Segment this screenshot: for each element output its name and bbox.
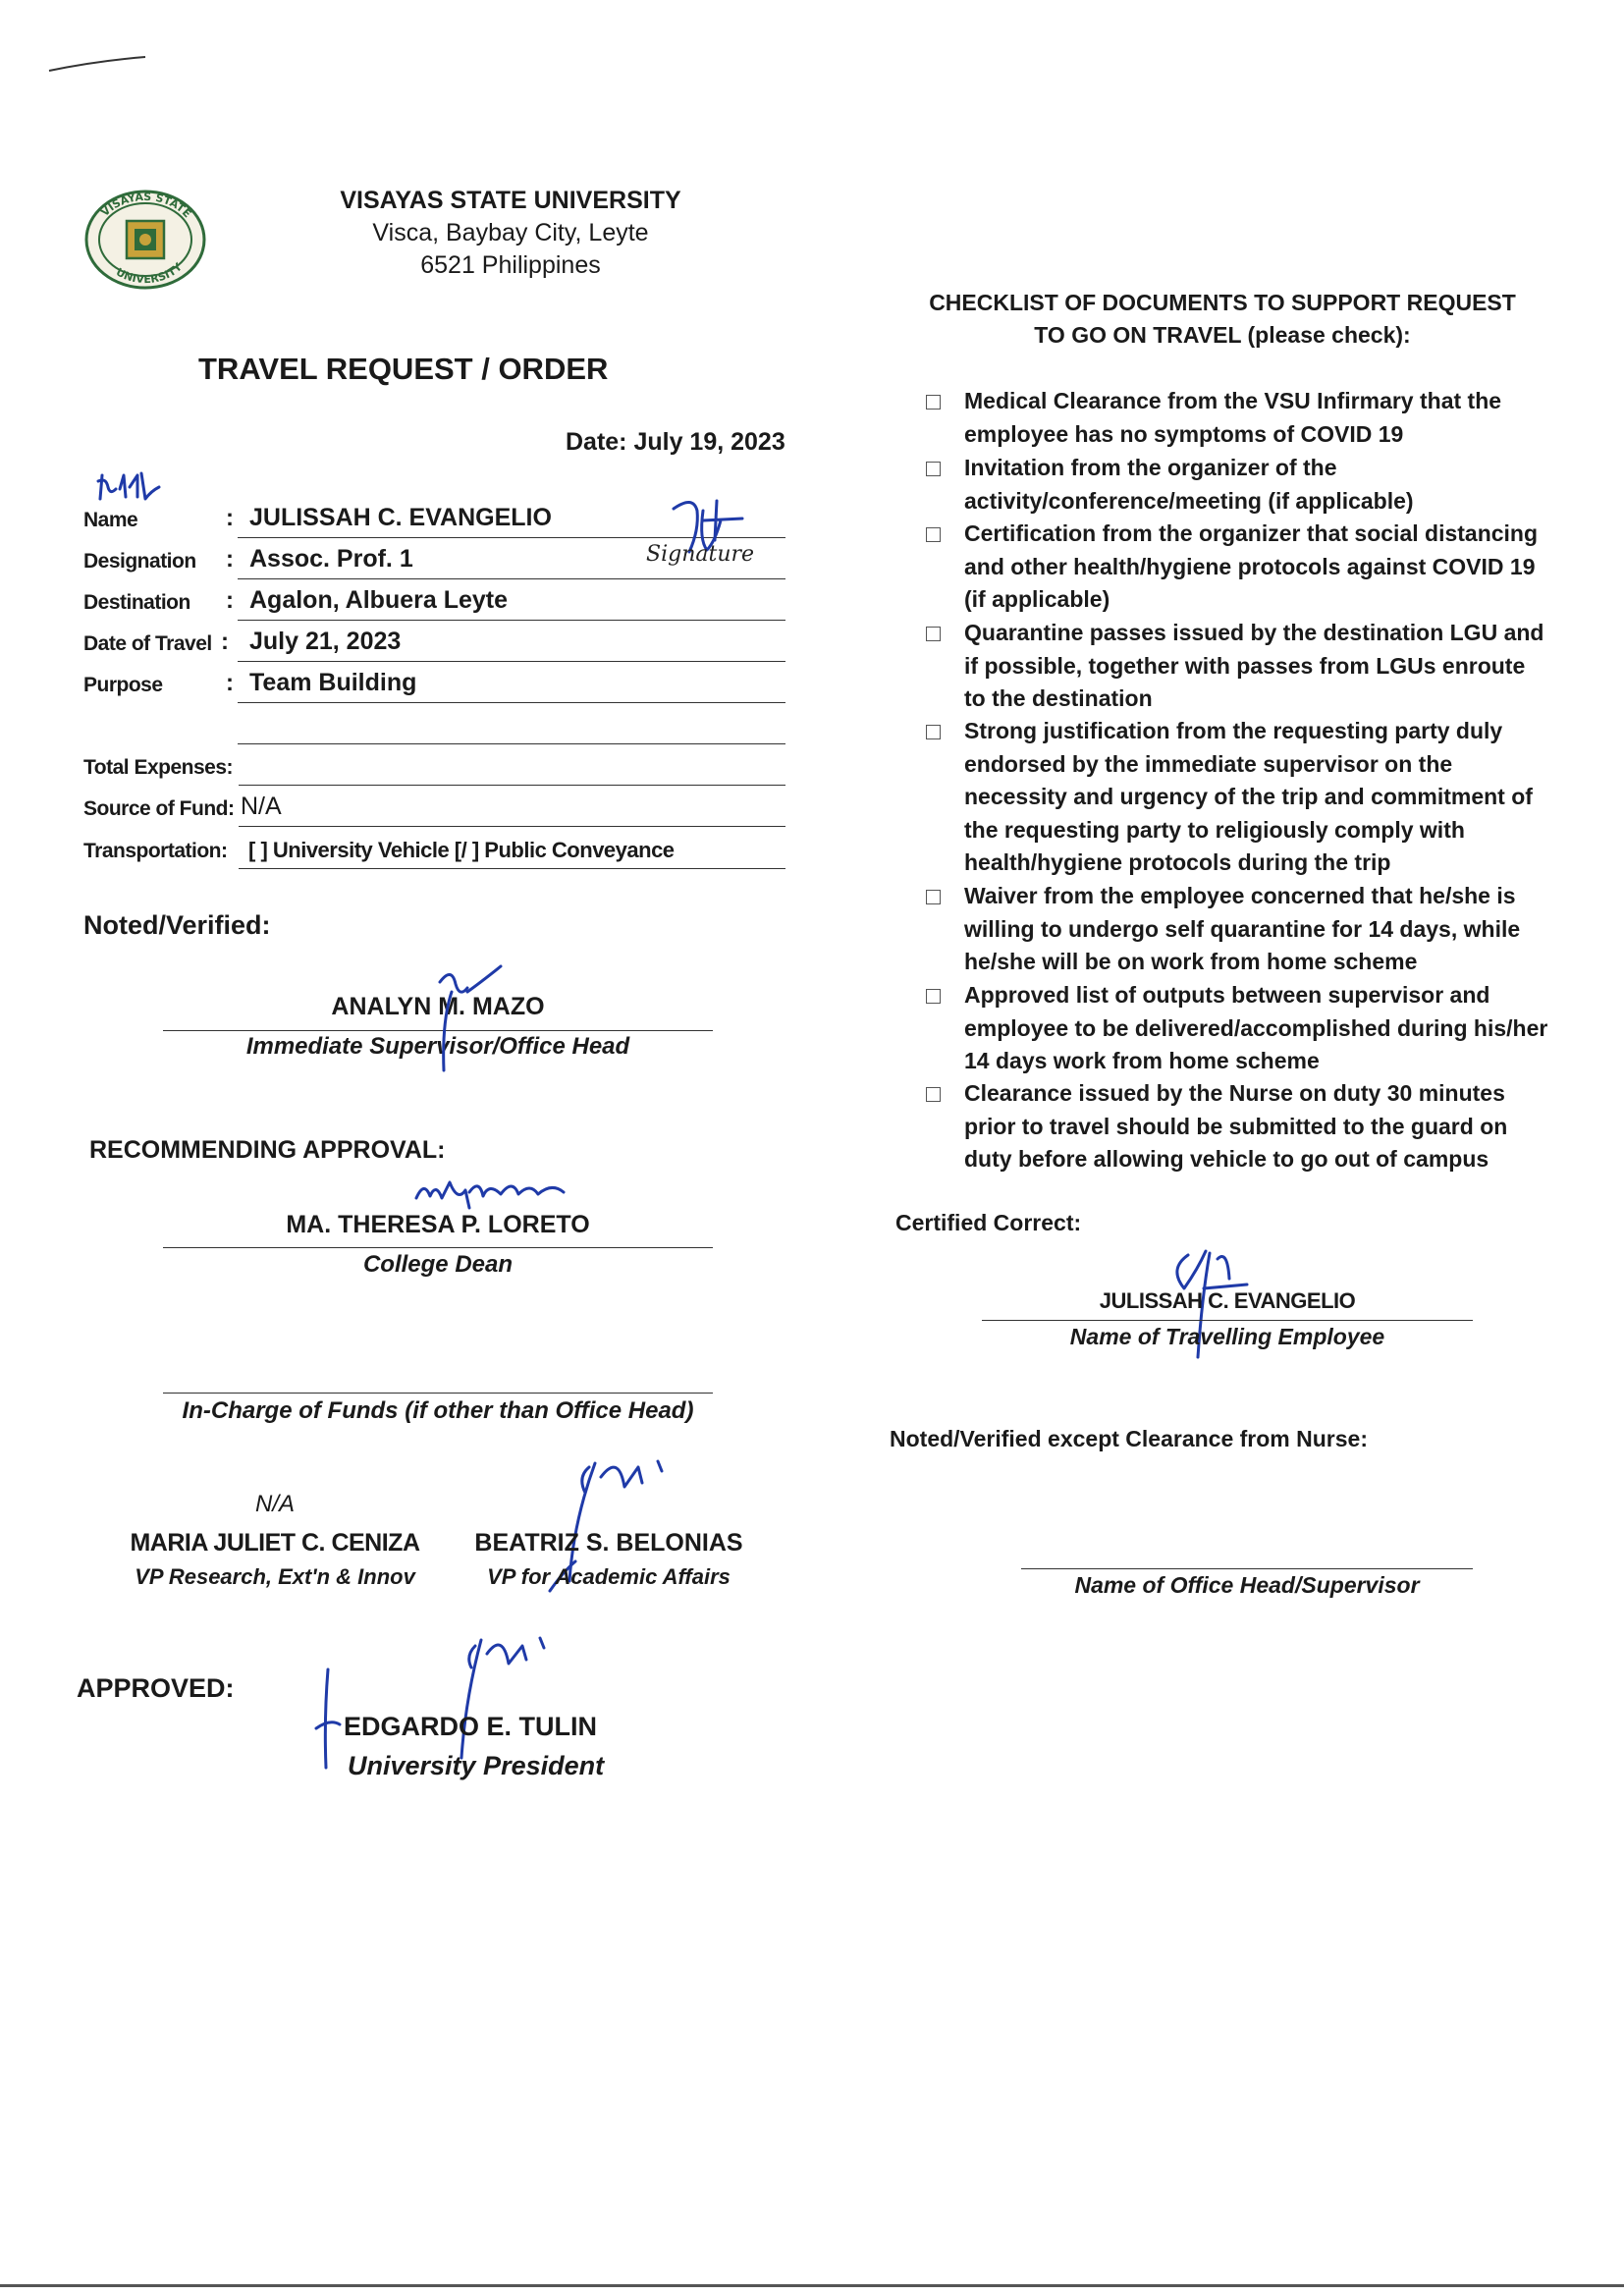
in-charge-funds-role: In-Charge of Funds (if other than Office Head): [182, 1397, 694, 1424]
checkbox[interactable]: [926, 527, 941, 542]
svg-text:VISAYAS STATE: VISAYAS STATE: [98, 190, 194, 221]
recommending-approval-label: RECOMMENDING APPROVAL:: [89, 1136, 446, 1164]
university-header: [324, 185, 697, 282]
checklist-item: Strong justification from the requesting party duly endorsed by the immediate supervisor on the necessity and urgency of the trip and commitment of the requesting party to religiously comply with health/hygiene protocols during the trip: [923, 715, 1551, 880]
transportation-value: [ ] University Vehicle [/ ] Public Conveyance: [248, 838, 675, 862]
travelling-employee-role: Name of Travelling Employee: [1069, 1324, 1385, 1349]
college-dean-name: MA. THERESA P. LORETO: [286, 1211, 590, 1238]
checkbox[interactable]: [926, 395, 941, 410]
office-head-role: Name of Office Head/Supervisor: [1074, 1572, 1420, 1598]
total-expenses-field: Total Expenses:: [83, 746, 785, 786]
vp-academic-name: BEATRIZ S. BELONIAS: [474, 1529, 743, 1557]
supervisor-signature: [432, 962, 530, 1080]
approved-label: APPROVED:: [77, 1673, 235, 1703]
president-role: University President: [348, 1751, 605, 1780]
checklist-item: Waiver from the employee concerned that he/she is willing to undergo self quarantine for 14 days, while he/she will be on work from home scheme: [923, 880, 1551, 979]
university-name: VISAYAS STATE UNIVERSITY: [340, 187, 681, 214]
purpose-value: Team Building: [249, 669, 417, 696]
travelling-employee-name: JULISSAH C. EVANGELIO: [1099, 1288, 1356, 1313]
certified-correct-label: Certified Correct:: [895, 1210, 1082, 1235]
in-charge-funds-line: [163, 1393, 713, 1394]
vp-research-name: MARIA JULIET C. CENIZA: [130, 1529, 420, 1557]
designation-value: Assoc. Prof. 1: [249, 545, 413, 573]
immediate-supervisor-name: ANALYN M. MAZO: [331, 993, 545, 1020]
checklist-title: CHECKLIST OF DOCUMENTS TO SUPPORT REQUEST TO GO ON TRAVEL (please check):: [929, 290, 1516, 348]
checkbox[interactable]: [926, 462, 941, 476]
checklist-item: Approved list of outputs between supervisor and employee to be delivered/accomplished during his/her 14 days work from home scheme: [923, 979, 1551, 1077]
scan-bottom-edge: [0, 2284, 1624, 2287]
source-of-fund-value: N/A: [241, 793, 282, 820]
travelling-employee-line: [982, 1320, 1473, 1321]
university-seal-logo: [82, 189, 208, 291]
university-address-line2: 6521 Philippines: [420, 251, 601, 279]
checklist-item: Certification from the organizer that social distancing and other health/hygiene protocols against COVID 19 (if applicable): [923, 518, 1551, 617]
checkbox[interactable]: [926, 890, 941, 904]
source-of-fund-field: Source of Fund: N/A: [83, 788, 785, 827]
university-address-line1: Visca, Baybay City, Leyte: [372, 219, 649, 246]
destination-field: Destination : Agalon, Albuera Leyte: [83, 581, 785, 621]
destination-value: Agalon, Albuera Leyte: [249, 586, 509, 614]
checklist-item: Medical Clearance from the VSU Infirmary that the employee has no symptoms of COVID 19: [923, 385, 1551, 452]
checkbox[interactable]: [926, 627, 941, 641]
purpose-field: Purpose : Team Building: [83, 664, 785, 703]
svg-text:UNIVERSITY: UNIVERSITY: [113, 260, 186, 287]
president-signature: [422, 1620, 560, 1768]
college-dean-role: College Dean: [362, 1251, 514, 1278]
noted-except-nurse-label: Noted/Verified except Clearance from Nurse:: [890, 1426, 1368, 1451]
name-value: JULISSAH C. EVANGELIO: [249, 504, 552, 531]
request-date: Date: July 19, 2023: [566, 428, 785, 456]
vp-research-note: N/A: [254, 1491, 295, 1517]
checkbox[interactable]: [926, 989, 941, 1004]
checkbox[interactable]: [926, 725, 941, 739]
noted-verified-label: Noted/Verified:: [83, 910, 271, 940]
date-of-travel-field: Date of Travel : July 21, 2023: [83, 623, 785, 662]
signature-caption: Signature: [646, 542, 755, 567]
college-dean-line: [163, 1247, 713, 1248]
checklist-item: Invitation from the organizer of the activity/conference/meeting (if applicable): [923, 452, 1551, 518]
scan-mark: [47, 49, 155, 79]
purpose-continuation-line: [83, 705, 785, 744]
vp-research-role: VP Research, Ext'n & Innov: [135, 1564, 415, 1589]
designation-field: Designation : Assoc. Prof. 1: [83, 540, 785, 579]
transportation-field: Transportation: [ ] University Vehicle [/ ] Public Conveyance: [83, 830, 785, 869]
immediate-supervisor-line: [163, 1030, 713, 1031]
checkbox[interactable]: [926, 1087, 941, 1102]
vp-academic-role: VP for Academic Affairs: [487, 1564, 731, 1589]
name-field: Name : JULISSAH C. EVANGELIO: [83, 499, 785, 538]
checklist-item: Quarantine passes issued by the destination LGU and if possible, together with passes from LGUs enroute to the destination: [923, 617, 1551, 715]
checklist-item: Clearance issued by the Nurse on duty 30 minutes prior to travel should be submitted to the guard on duty before allowing vehicle to go out of campus: [923, 1077, 1551, 1175]
form-title: TRAVEL REQUEST / ORDER: [198, 352, 609, 386]
office-head-line: [1021, 1568, 1473, 1569]
date-of-travel-value: July 21, 2023: [249, 628, 402, 655]
checklist: [923, 385, 1551, 1175]
immediate-supervisor-role: Immediate Supervisor/Office Head: [245, 1033, 630, 1060]
president-name: EDGARDO E. TULIN: [344, 1712, 598, 1741]
